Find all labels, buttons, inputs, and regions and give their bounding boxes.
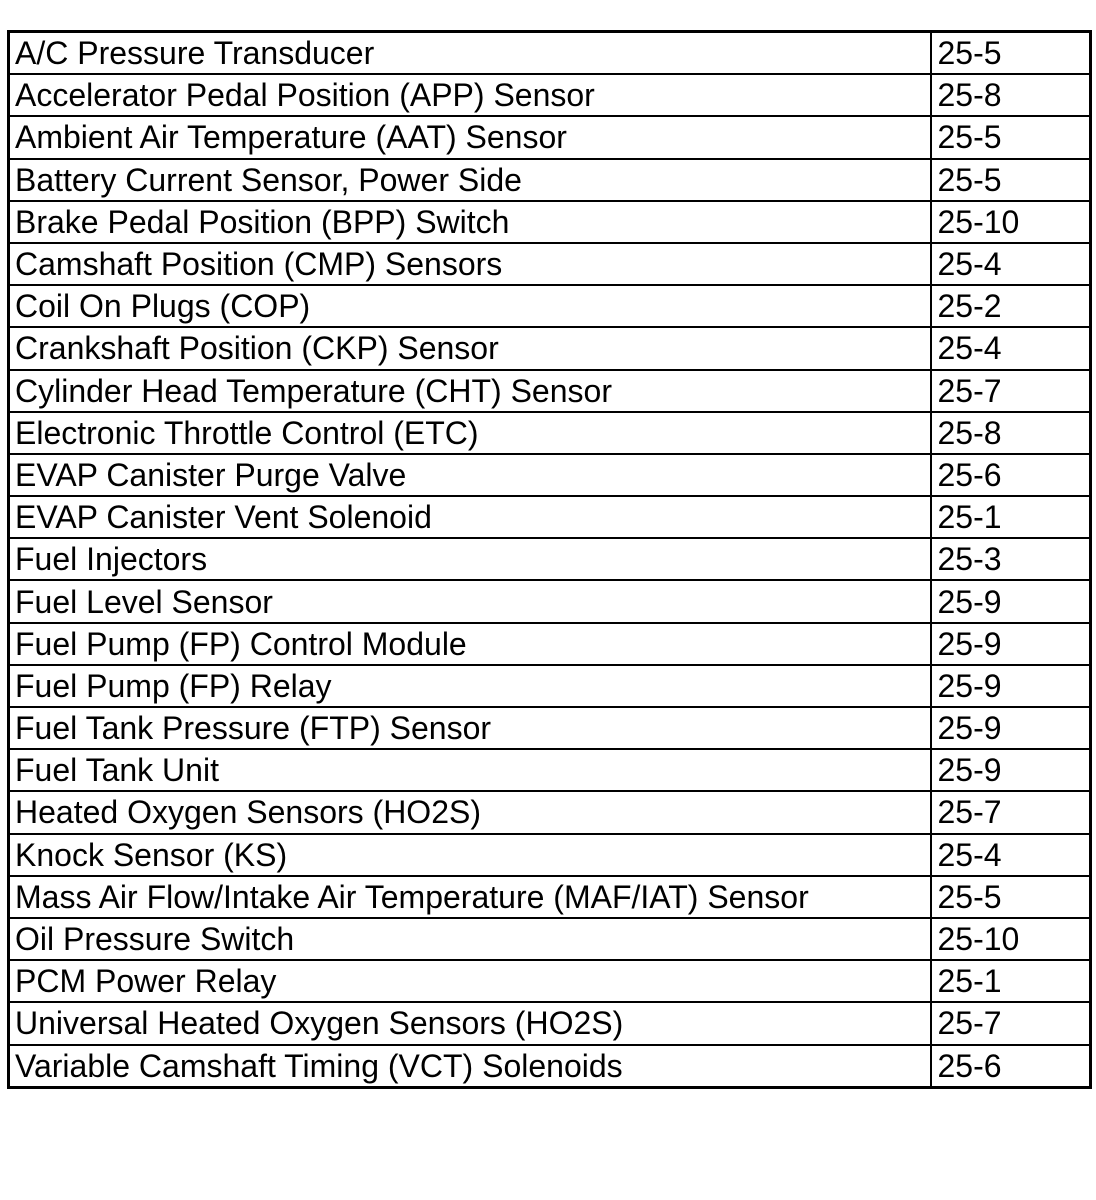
table-row — [9, 370, 1091, 412]
page-ref-cell: 25-2 — [931, 285, 1091, 327]
table-row — [9, 665, 1091, 707]
component-name-cell: Fuel Pump (FP) Control Module — [9, 623, 931, 665]
table-row — [9, 1002, 1091, 1044]
page-ref-cell: 25-1 — [931, 960, 1091, 1002]
page-ref-cell: 25-4 — [931, 327, 1091, 369]
component-index-body — [9, 32, 1091, 1088]
page-ref-cell: 25-5 — [931, 876, 1091, 918]
component-name-cell: Brake Pedal Position (BPP) Switch — [9, 201, 931, 243]
component-name-cell: Camshaft Position (CMP) Sensors — [9, 243, 931, 285]
component-name-cell: Variable Camshaft Timing (VCT) Solenoids — [9, 1045, 931, 1088]
table-row — [9, 496, 1091, 538]
component-name-cell: EVAP Canister Vent Solenoid — [9, 496, 931, 538]
page-ref-cell: 25-5 — [931, 116, 1091, 158]
component-name-cell: Ambient Air Temperature (AAT) Sensor — [9, 116, 931, 158]
component-index-table — [7, 30, 1092, 1089]
page-ref-cell: 25-5 — [931, 32, 1091, 75]
page-ref-cell: 25-10 — [931, 918, 1091, 960]
component-name-cell: A/C Pressure Transducer — [9, 32, 931, 75]
table-row — [9, 918, 1091, 960]
table-row — [9, 159, 1091, 201]
table-row — [9, 1045, 1091, 1088]
table-row — [9, 327, 1091, 369]
table-row — [9, 32, 1091, 75]
table-row — [9, 791, 1091, 833]
page-ref-cell: 25-6 — [931, 1045, 1091, 1088]
table-row — [9, 876, 1091, 918]
table-row — [9, 412, 1091, 454]
table-row — [9, 74, 1091, 116]
page-ref-cell: 25-8 — [931, 412, 1091, 454]
table-row — [9, 116, 1091, 158]
table-row — [9, 538, 1091, 580]
component-name-cell: Cylinder Head Temperature (CHT) Sensor — [9, 370, 931, 412]
component-name-cell: Electronic Throttle Control (ETC) — [9, 412, 931, 454]
component-name-cell: Mass Air Flow/Intake Air Temperature (MAF/IAT) Sensor — [9, 876, 931, 918]
component-name-cell: Accelerator Pedal Position (APP) Sensor — [9, 74, 931, 116]
table-row — [9, 960, 1091, 1002]
page-ref-cell: 25-5 — [931, 159, 1091, 201]
table-row — [9, 285, 1091, 327]
component-name-cell: Fuel Tank Unit — [9, 749, 931, 791]
component-name-cell: Heated Oxygen Sensors (HO2S) — [9, 791, 931, 833]
component-name-cell: Fuel Injectors — [9, 538, 931, 580]
component-name-cell: Fuel Level Sensor — [9, 580, 931, 622]
table-row — [9, 707, 1091, 749]
page-ref-cell: 25-1 — [931, 496, 1091, 538]
page-ref-cell: 25-8 — [931, 74, 1091, 116]
component-name-cell: Universal Heated Oxygen Sensors (HO2S) — [9, 1002, 931, 1044]
page-ref-cell: 25-4 — [931, 834, 1091, 876]
component-name-cell: Crankshaft Position (CKP) Sensor — [9, 327, 931, 369]
component-name-cell: Coil On Plugs (COP) — [9, 285, 931, 327]
component-name-cell: PCM Power Relay — [9, 960, 931, 1002]
table-row — [9, 201, 1091, 243]
component-name-cell: Battery Current Sensor, Power Side — [9, 159, 931, 201]
component-name-cell: Fuel Tank Pressure (FTP) Sensor — [9, 707, 931, 749]
page-ref-cell: 25-7 — [931, 791, 1091, 833]
page-ref-cell: 25-4 — [931, 243, 1091, 285]
component-name-cell: EVAP Canister Purge Valve — [9, 454, 931, 496]
page-ref-cell: 25-3 — [931, 538, 1091, 580]
table-row — [9, 580, 1091, 622]
page-ref-cell: 25-6 — [931, 454, 1091, 496]
page-ref-cell: 25-10 — [931, 201, 1091, 243]
table-row — [9, 243, 1091, 285]
page-ref-cell: 25-9 — [931, 749, 1091, 791]
table-row — [9, 834, 1091, 876]
page-ref-cell: 25-9 — [931, 623, 1091, 665]
page-ref-cell: 25-7 — [931, 370, 1091, 412]
page-ref-cell: 25-9 — [931, 580, 1091, 622]
page-ref-cell: 25-9 — [931, 707, 1091, 749]
component-name-cell: Knock Sensor (KS) — [9, 834, 931, 876]
page-ref-cell: 25-7 — [931, 1002, 1091, 1044]
table-row — [9, 623, 1091, 665]
page-ref-cell: 25-9 — [931, 665, 1091, 707]
component-name-cell: Oil Pressure Switch — [9, 918, 931, 960]
component-name-cell: Fuel Pump (FP) Relay — [9, 665, 931, 707]
table-row — [9, 454, 1091, 496]
table-row — [9, 749, 1091, 791]
